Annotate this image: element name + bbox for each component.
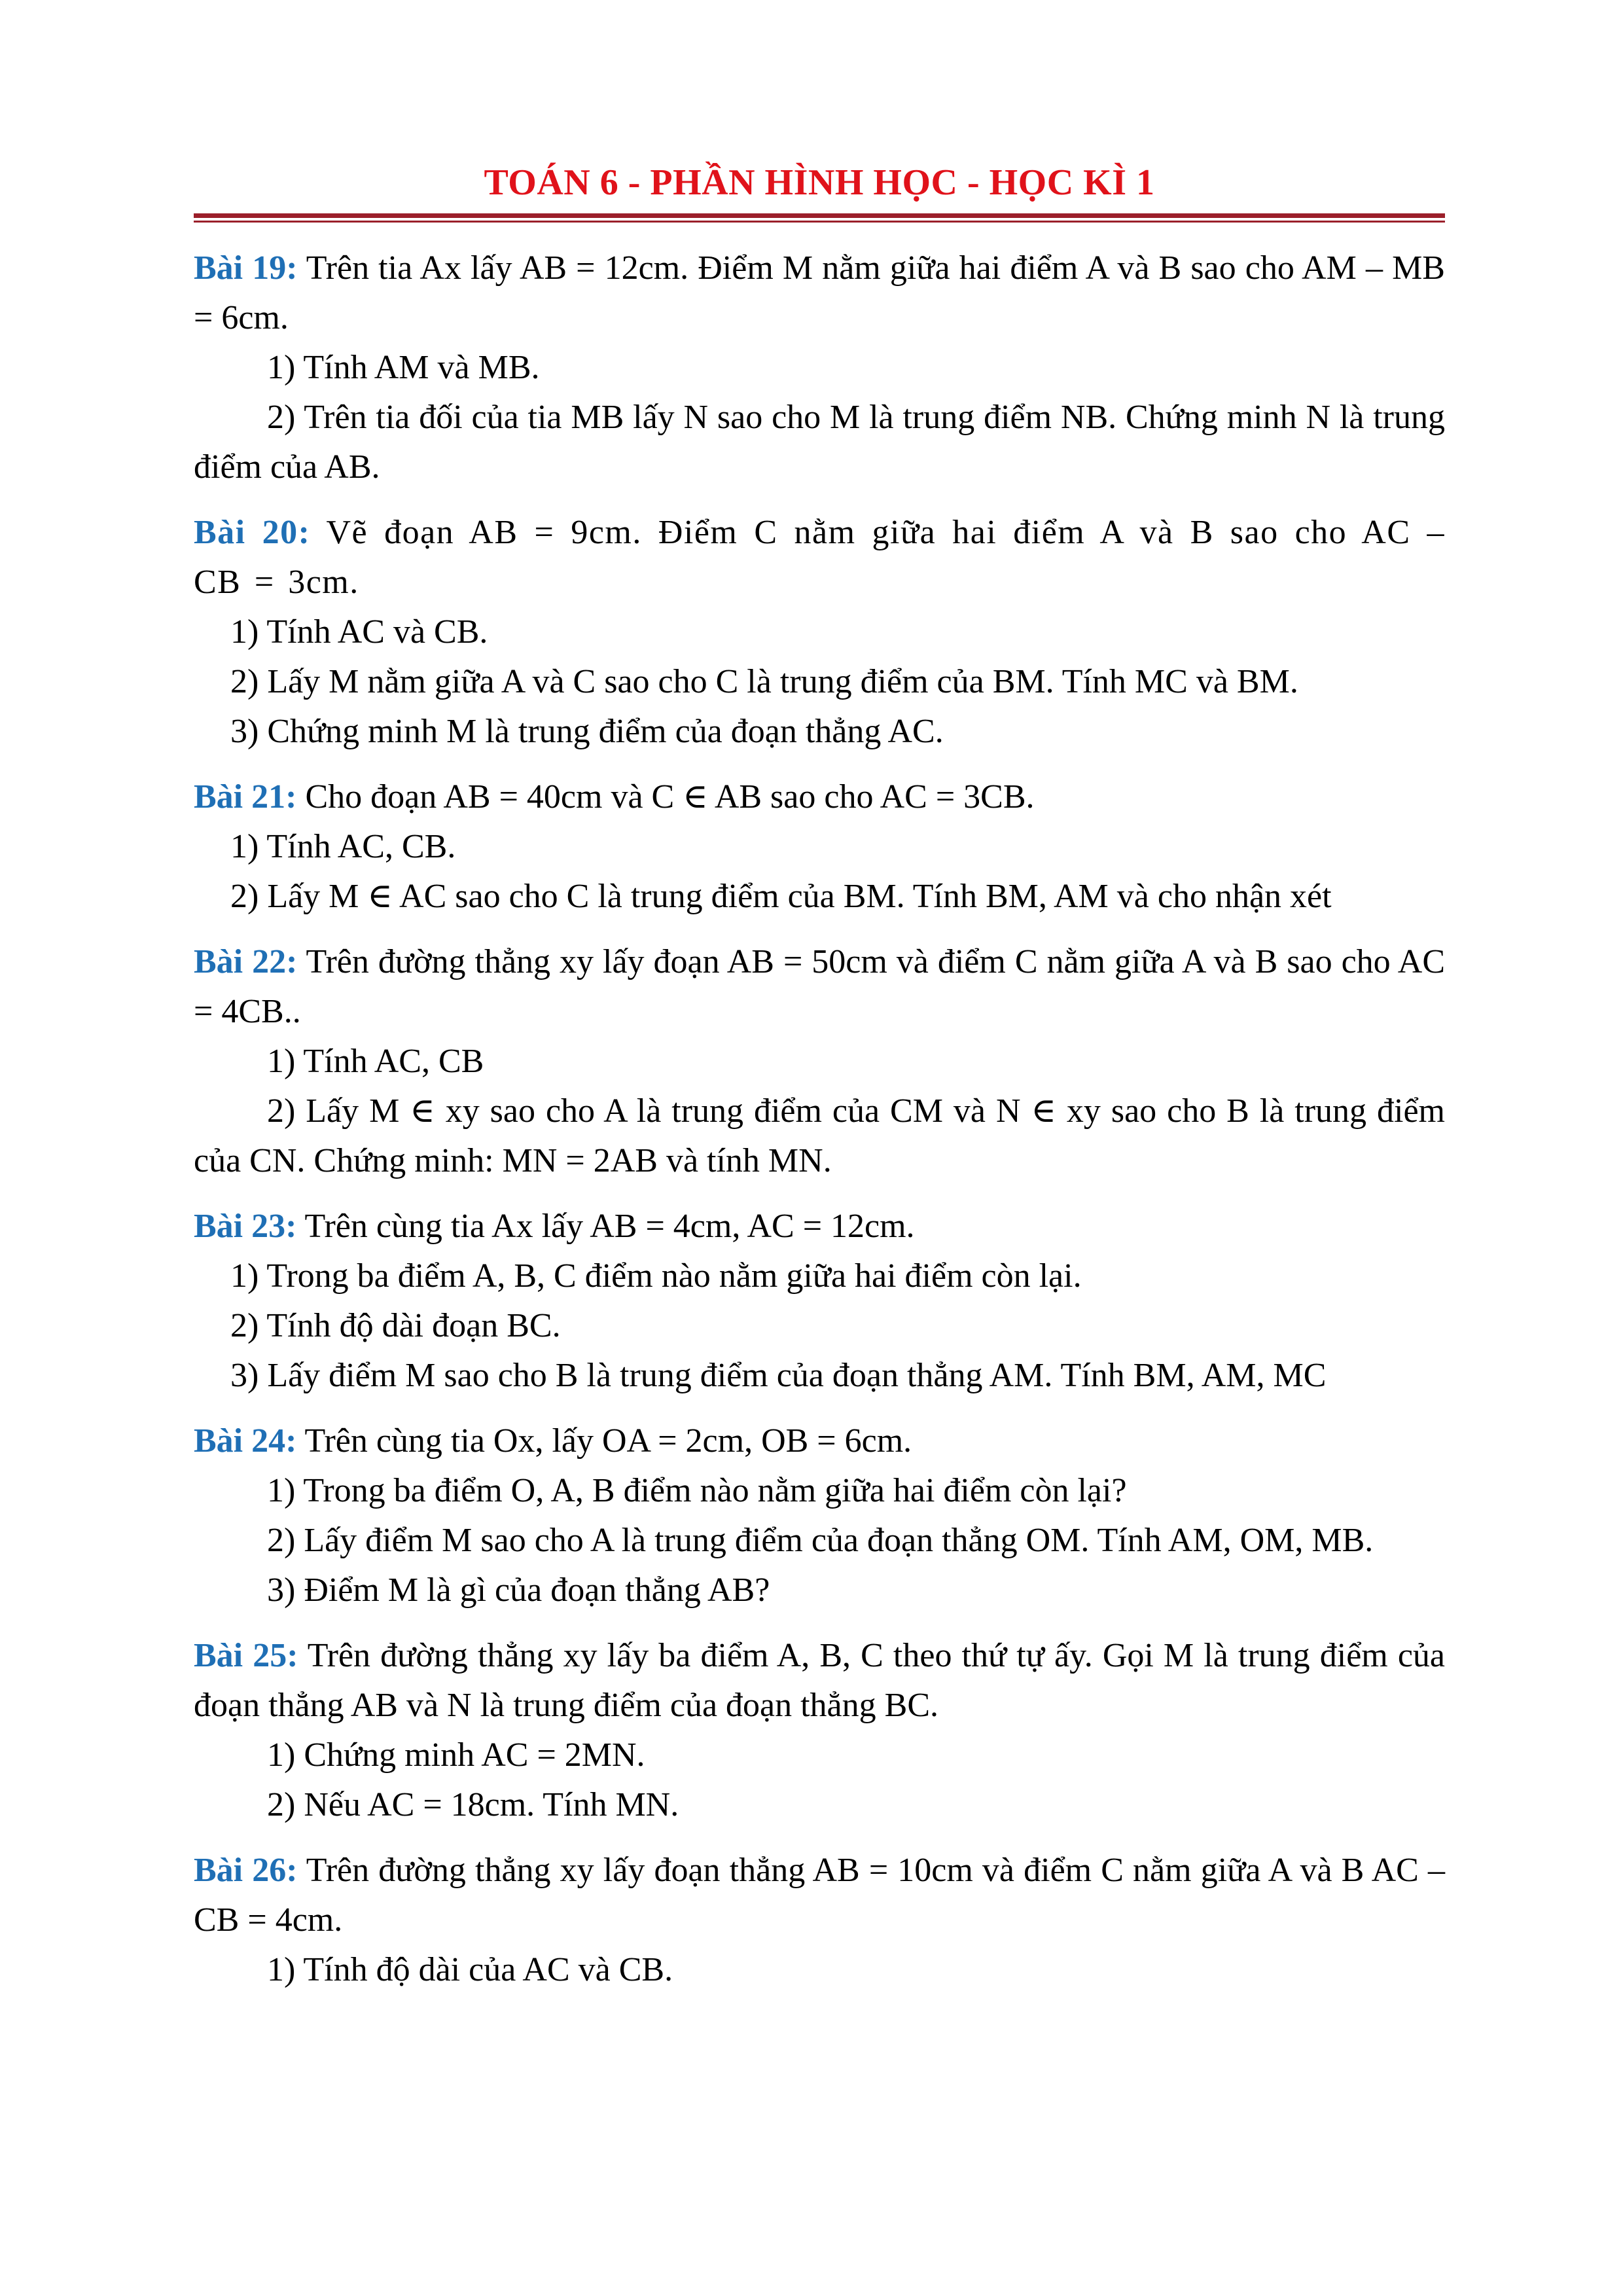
problem-24 (194, 1416, 1445, 1615)
problem-22 (194, 937, 1445, 1186)
sub-question: 1) Tính AC, CB (267, 1043, 484, 1080)
problem-23 (194, 1202, 1445, 1401)
sub-question: 2) Tính độ dài đoạn BC. (230, 1307, 561, 1344)
problem-statement (194, 1416, 1445, 1466)
problem-21 (194, 772, 1445, 922)
problem-label: Bài 26: (194, 1852, 298, 1889)
title-double-rule (194, 213, 1445, 224)
problem-list (194, 243, 1445, 2011)
problem-label: Bài 21: (194, 778, 297, 816)
sub-question: 1) Trong ba điểm A, B, C điểm nào nằm giữa hai điểm còn lại. (230, 1257, 1082, 1295)
problem-statement (194, 772, 1445, 822)
sub-question: 3) Chứng minh M là trung điểm của đoạn thẳng AC. (230, 713, 944, 750)
sub-question: 1) Tính AC, CB. (230, 828, 456, 865)
sub-question: 1) Tính độ dài của AC và CB. (267, 1951, 673, 1988)
problem-statement (194, 1202, 1445, 1251)
problem-label: Bài 22: (194, 943, 298, 980)
problem-label: Bài 25: (194, 1637, 298, 1674)
problem-26 (194, 1846, 1445, 1995)
sub-question: 3) Lấy điểm M sao cho B là trung điểm của đoạn thẳng AM. Tính BM, AM, MC (230, 1357, 1327, 1394)
problem-text: Trên đường thẳng xy lấy đoạn AB = 50cm và điểm C nằm giữa A và B sao cho AC = 4CB.. (194, 943, 1446, 1030)
sub-question: 1) Trong ba điểm O, A, B điểm nào nằm giữa hai điểm còn lại? (267, 1472, 1127, 1509)
problem-text: Trên tia Ax lấy AB = 12cm. Điểm M nằm giữa hai điểm A và B sao cho AM – MB = 6cm. (194, 249, 1445, 336)
sub-question: 2) Lấy M nằm giữa A và C sao cho C là trung điểm của BM. Tính MC và BM. (230, 663, 1298, 700)
problem-statement (194, 1846, 1445, 1945)
problem-statement (194, 243, 1445, 343)
problem-text: Vẽ đoạn AB = 9cm. Điểm C nằm giữa hai điểm A và B sao cho AC – CB = 3cm. (194, 514, 1445, 601)
title-rule-thin (194, 221, 1445, 223)
problem-19 (194, 243, 1445, 492)
sub-question: 2) Trên tia đối của tia MB lấy N sao cho M là trung điểm NB. Chứng minh N là trung điểm của AB. (194, 399, 1445, 486)
problem-text: Trên đường thẳng xy lấy đoạn thẳng AB = 10cm và điểm C nằm giữa A và B AC – CB = 4cm. (194, 1852, 1445, 1939)
problem-statement (194, 937, 1445, 1037)
problem-label: Bài 19: (194, 249, 298, 287)
sub-question: 1) Tính AC và CB. (230, 613, 488, 651)
sub-question: 1) Tính AM và MB. (267, 349, 540, 386)
sub-question: 2) Nếu AC = 18cm. Tính MN. (267, 1786, 679, 1823)
document-page (194, 0, 1445, 2296)
problem-text: Trên cùng tia Ox, lấy OA = 2cm, OB = 6cm. (296, 1422, 912, 1460)
problem-20 (194, 508, 1445, 757)
problem-25 (194, 1631, 1445, 1830)
sub-question: 1) Chứng minh AC = 2MN. (267, 1736, 645, 1774)
title-rule-thick (194, 213, 1445, 218)
problem-text: Cho đoạn AB = 40cm và C ∈ AB sao cho AC = 3CB. (296, 778, 1035, 816)
sub-question: 2) Lấy M ∈ AC sao cho C là trung điểm của BM. Tính BM, AM và cho nhận xét (230, 878, 1332, 915)
sub-question: 2) Lấy M ∈ xy sao cho A là trung điểm của CM và N ∈ xy sao cho B là trung điểm của CN. Chứng minh: MN = 2AB và tính MN. (194, 1092, 1445, 1179)
sub-question: 3) Điểm M là gì của đoạn thẳng AB? (267, 1571, 770, 1609)
problem-label: Bài 23: (194, 1208, 297, 1245)
page-title: TOÁN 6 - PHẦN HÌNH HỌC - HỌC KÌ 1 (484, 162, 1155, 203)
problem-statement (194, 508, 1445, 607)
sub-question: 2) Lấy điểm M sao cho A là trung điểm của đoạn thẳng OM. Tính AM, OM, MB. (267, 1522, 1374, 1559)
problem-text: Trên cùng tia Ax lấy AB = 4cm, AC = 12cm. (296, 1208, 915, 1245)
problem-text: Trên đường thẳng xy lấy ba điểm A, B, C theo thứ tự ấy. Gọi M là trung điểm của đoạn thẳng AB và N là trung điểm của đoạn thẳng BC. (194, 1637, 1446, 1724)
problem-statement (194, 1631, 1445, 1731)
problem-label: Bài 20: (194, 514, 311, 551)
problem-label: Bài 24: (194, 1422, 297, 1460)
